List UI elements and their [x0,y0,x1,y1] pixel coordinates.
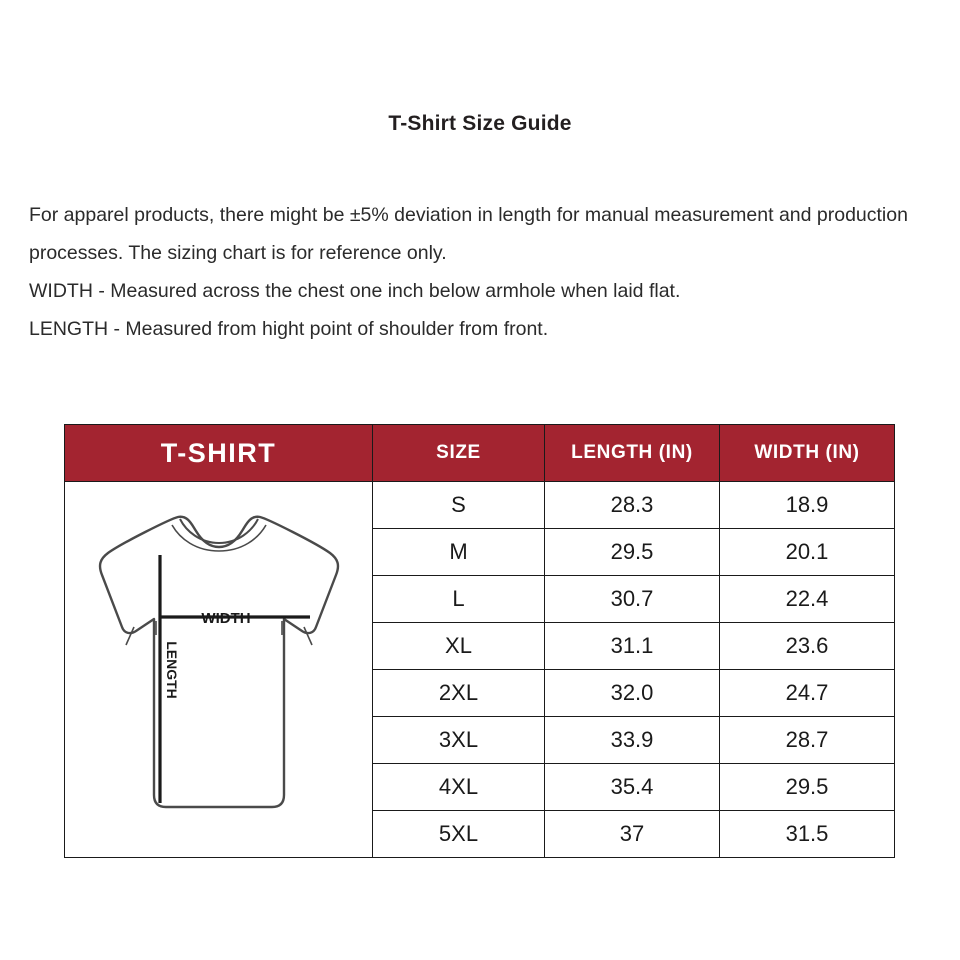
cell-width: 20.1 [720,529,895,576]
table-header-brand: T-SHIRT [65,425,373,482]
table-header-row [65,425,895,482]
cell-size: M [373,529,545,576]
cell-size: 4XL [373,764,545,811]
cell-size: S [373,482,545,529]
cell-length: 31.1 [545,623,720,670]
cell-size: 3XL [373,717,545,764]
cell-width: 24.7 [720,670,895,717]
cell-length: 32.0 [545,670,720,717]
cell-width: 18.9 [720,482,895,529]
right-edge-margin [946,0,960,960]
cell-length: 28.3 [545,482,720,529]
cell-size: 2XL [373,670,545,717]
size-chart [64,424,894,858]
intro-text [29,196,919,348]
tshirt-diagram-cell [65,482,373,858]
cell-width: 22.4 [720,576,895,623]
width-label: WIDTH [200,609,251,627]
cell-length: 29.5 [545,529,720,576]
cell-width: 28.7 [720,717,895,764]
cell-length: 30.7 [545,576,720,623]
cell-length: 37 [545,811,720,858]
intro-line-1: For apparel products, there might be ±5% deviation in length for manual measurement and production processes. The sizing chart is for reference only. [29,204,908,264]
table-header-length: LENGTH (IN) [545,425,720,482]
intro-line-3: LENGTH - Measured from hight point of shoulder from front. [29,318,549,340]
tshirt-icon [74,495,364,835]
cell-size: 5XL [373,811,545,858]
table-header-size: SIZE [373,425,545,482]
intro-line-2: WIDTH - Measured across the chest one inch below armhole when laid flat. [29,280,681,302]
cell-length: 33.9 [545,717,720,764]
cell-width: 23.6 [720,623,895,670]
size-table [64,424,895,858]
table-row [65,482,895,529]
page-title: T-Shirt Size Guide [388,112,572,135]
cell-size: L [373,576,545,623]
cell-size: XL [373,623,545,670]
length-label: LENGTH [163,640,180,699]
table-header-width: WIDTH (IN) [720,425,895,482]
cell-length: 35.4 [545,764,720,811]
tshirt-diagram [65,495,372,845]
cell-width: 29.5 [720,764,895,811]
cell-width: 31.5 [720,811,895,858]
